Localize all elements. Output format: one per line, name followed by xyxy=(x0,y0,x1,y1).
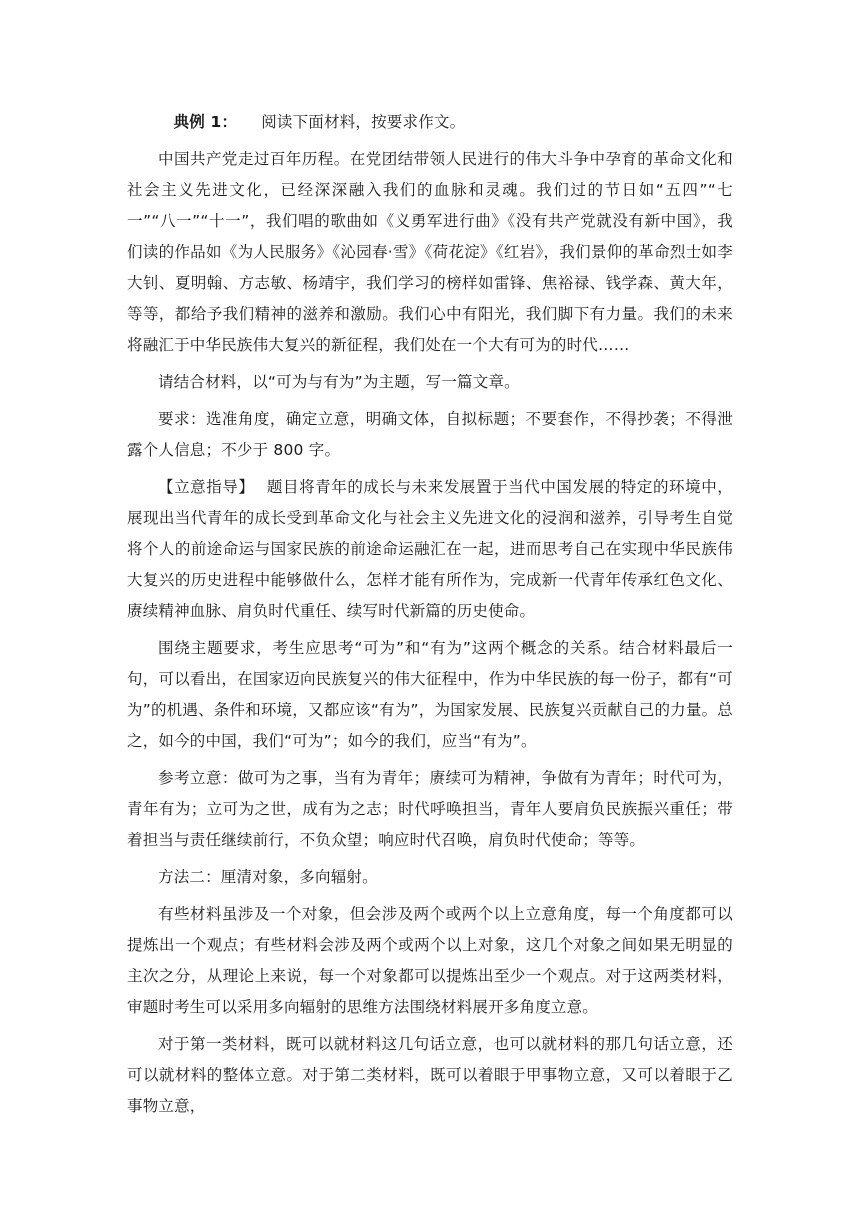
guide-label: 【立意指导】 xyxy=(158,478,255,496)
example-prompt: 阅读下面材料，按要求作文。 xyxy=(261,113,466,131)
method-two-heading: 方法二：厘清对象，多向辐射。 xyxy=(158,868,378,886)
example-label: 典例 1： xyxy=(173,113,238,131)
requirements-paragraph: 要求：选准角度，确定立意，明确文体，自拟标题；不要套作，不得抄袭；不得泄露个人信息；不少于 800 字。 xyxy=(127,410,733,459)
guide-paragraph xyxy=(127,472,733,627)
method-detail: 对于第一类材料，既可以就材料这几句话立意，也可以就材料的那几句话立意，还可以就材料的整体立意。对于第二类材料，既可以着眼于甲事物立意，又可以着眼于乙事物立意， xyxy=(127,1035,733,1115)
analysis-paragraph: 围绕主题要求，考生应思考“可为”和“有为”这两个概念的关系。结合材料最后一句，可以看出，在国家迈向民族复兴的伟大征程中，作为中华民族的每一份子，都有“可为”的机遇、条件和环境，又都应该“有为”，为国家发展、民族复兴贡献自己的力量。总之，如今的中国，我们“可为”；如今的我们，应当“有为”。 xyxy=(127,639,733,750)
task-paragraph: 请结合材料，以“可为与有为”为主题，写一篇文章。 xyxy=(158,373,520,391)
reference-paragraph: 参考立意：做可为之事，当有为青年；赓续可为精神，争做有为青年；时代可为，青年有为；立可为之世，成有为之志；时代呼唤担当，青年人要肩负民族振兴重任；带着担当与责任继续前行，不负众望；响应时代召唤，肩负时代使命；等等。 xyxy=(127,769,733,849)
guide-text: 题目将青年的成长与未来发展置于当代中国发展的特定的环境中，展现出当代青年的成长受到革命文化与社会主义先进文化的浸润和滋养，引导考生自觉将个人的前途命运与国家民族的前途命运融汇在一起，进而思考自己在实现中华民族伟大复兴的历史进程中能够做什么，怎样才能有所作为，完成新一代青年传承红色文化、赓续精神血脉、肩负时代重任、续写时代新篇的历史使命。 xyxy=(127,478,733,620)
example-heading xyxy=(127,107,733,138)
material-paragraph: 中国共产党走过百年历程。在党团结带领人民进行的伟大斗争中孕育的革命文化和社会主义先进文化，已经深深融入我们的血脉和灵魂。我们过的节日如“五四”“七一”“八一”“十一”，我们唱的歌曲如《义勇军进行曲》《没有共产党就没有新中国》，我们读的作品如《为人民服务》《沁园春·雪》《荷花淀》《红岩》，我们景仰的革命烈士如李大钊、夏明翰、方志敏、杨靖宇，我们学习的榜样如雷锋、焦裕禄、钱学森、黄大年，等等，都给予我们精神的滋养和激励。我们心中有阳光，我们脚下有力量。我们的未来将融汇于中华民族伟大复兴的新征程，我们处在一个大有可为的时代…… xyxy=(127,150,733,354)
method-description: 有些材料虽涉及一个对象，但会涉及两个或两个以上立意角度，每一个角度都可以提炼出一个观点；有些材料会涉及两个或两个以上对象，这几个对象之间如果无明显的主次之分，从理论上来说，每一个对象都可以提炼出至少一个观点。对于这两类材料，审题时考生可以采用多向辐射的思维方法围绕材料展开多角度立意。 xyxy=(127,905,733,1016)
document-body xyxy=(127,107,733,1122)
